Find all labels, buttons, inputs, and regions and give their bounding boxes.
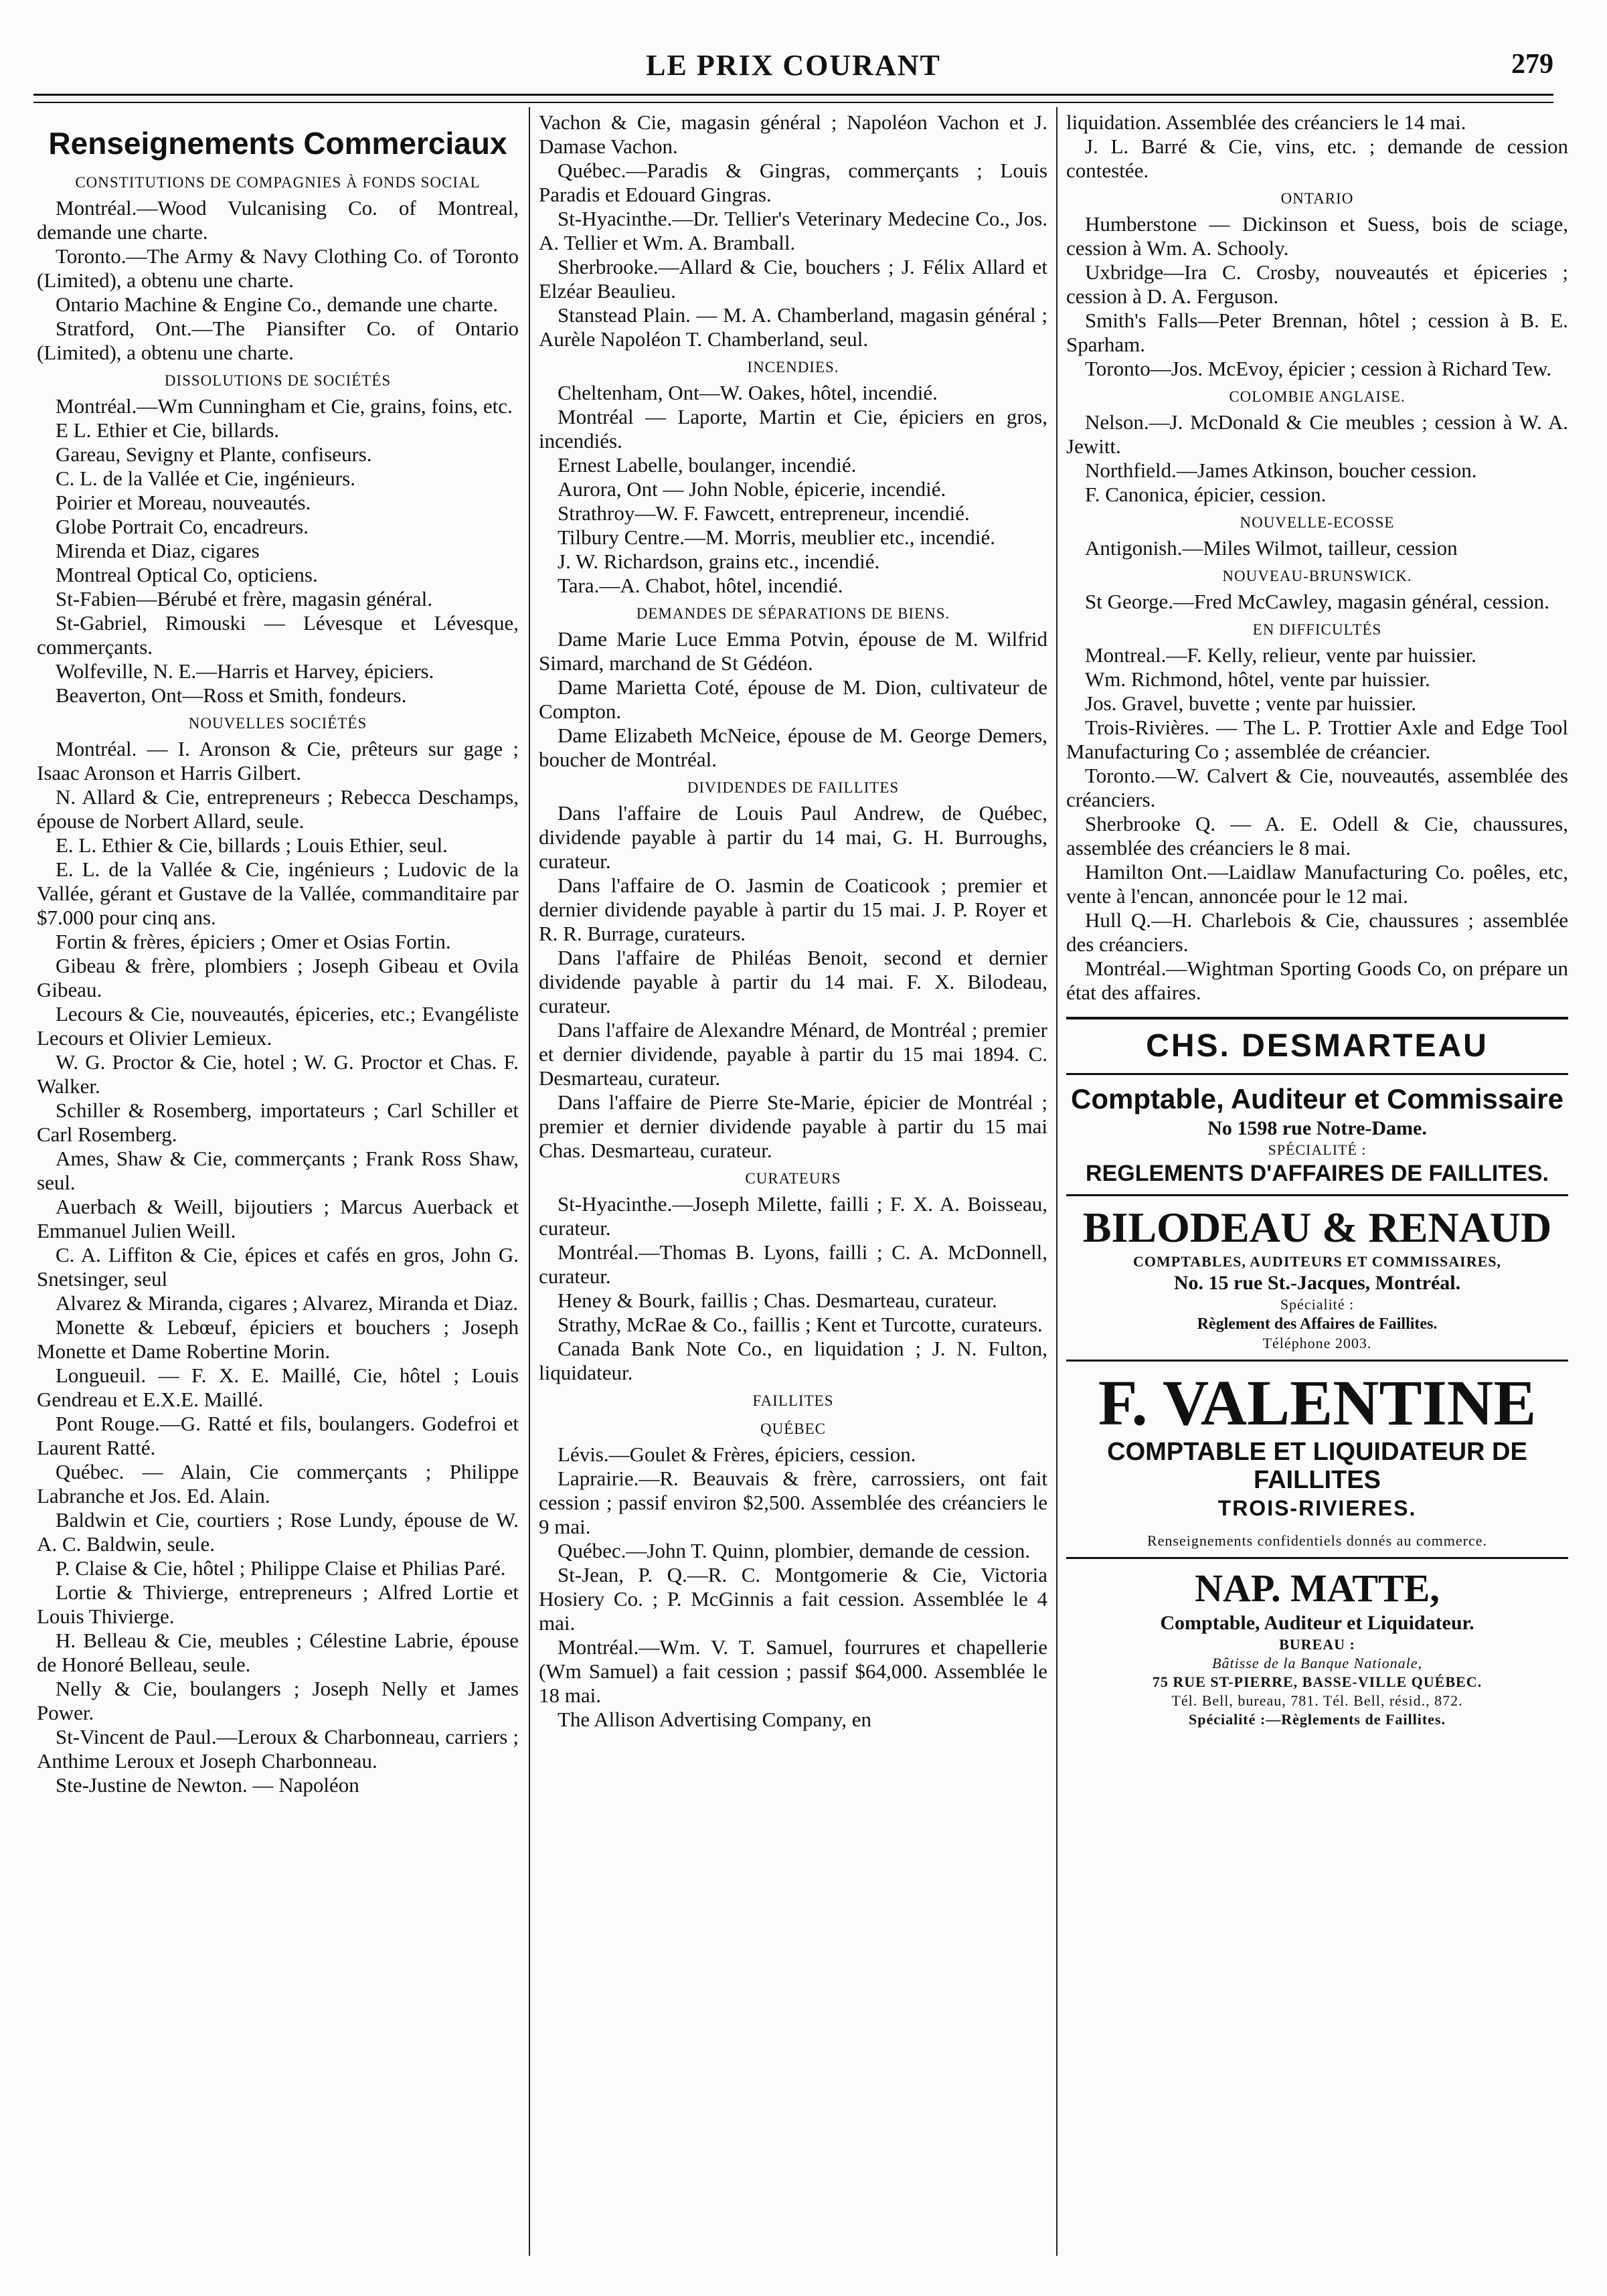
ad-rule xyxy=(1066,1360,1568,1362)
notice: Humberstone — Dickinson et Suess, bois de sciage, cession à Wm. A. Schooly. xyxy=(1066,212,1568,260)
notice: Toronto—Jos. McEvoy, épicier ; cession à Richard Tew. xyxy=(1085,357,1552,380)
header-rule-1 xyxy=(33,94,1553,96)
ad-rule xyxy=(1066,1017,1568,1019)
notice: Ames, Shaw & Cie, commerçants ; Frank Ross Shaw, seul. xyxy=(37,1147,519,1194)
notice: Pont Rouge.—G. Ratté et fils, boulangers. Godefroi et Laurent Ratté. xyxy=(37,1412,519,1459)
notice: Smith's Falls—Peter Brennan, hôtel ; cession à B. E. Sparham. xyxy=(1066,309,1568,356)
notice: St-Fabien—Bérubé et frère, magasin général. xyxy=(56,587,432,610)
ad-bilodeau xyxy=(1066,1203,1568,1353)
notice: Montréal.—Wightman Sporting Goods Co, on prépare un état des affaires. xyxy=(1066,957,1568,1004)
notice: Fortin & frères, épiciers ; Omer et Osias Fortin. xyxy=(56,930,451,953)
ad-phone: Tél. Bell, bureau, 781. Tél. Bell, résid., 872. xyxy=(1171,1692,1463,1709)
notice: P. Claise & Cie, hôtel ; Philippe Claise et Philias Paré. xyxy=(56,1556,506,1580)
notice: Canada Bank Note Co., en liquidation ; J. N. Fulton, liquidateur. xyxy=(539,1337,1047,1384)
column-rule-1 xyxy=(529,107,530,2256)
ad-rule xyxy=(1066,1194,1568,1196)
subhead-ecosse: NOUVELLE-ECOSSE xyxy=(1240,514,1395,531)
notice: Dame Elizabeth McNeice, épouse de M. George Demers, boucher de Montréal. xyxy=(539,724,1047,771)
ad-role: Comptable, Auditeur et Commissaire xyxy=(1071,1083,1563,1115)
notice: Dans l'affaire de Louis Paul Andrew, de Québec, dividende payable à partir du 14 mai, G. H. Burroughs, curateur. xyxy=(539,801,1047,873)
notice: St-Vincent de Paul.—Leroux & Charbonneau, carriers ; Anthime Leroux et Joseph Charbonneau. xyxy=(37,1725,519,1773)
section-title: Renseignements Commerciaux xyxy=(48,126,507,161)
notice: Monette & Lebœuf, épiciers et bouchers ; Joseph Monette et Dame Robertine Morin. xyxy=(37,1315,519,1363)
ad-spec: Spécialité :—Règlements de Faillites. xyxy=(1188,1711,1446,1728)
notice: Longueuil. — F. X. E. Maillé, Cie, hôtel ; Louis Gendreau et E.X.E. Maillé. xyxy=(37,1364,519,1411)
notice: Toronto.—W. Calvert & Cie, nouveautés, assemblée des créanciers. xyxy=(1066,764,1568,811)
ad-role: COMPTABLES, AUDITEURS ET COMMISSAIRES, xyxy=(1132,1253,1501,1270)
subhead-constitutions: CONSTITUTIONS DE COMPAGNIES À FONDS SOCIAL xyxy=(75,174,481,191)
notice: St George.—Fred McCawley, magasin général, cession. xyxy=(1085,590,1549,613)
notice: J. L. Barré & Cie, vins, etc. ; demande de cession contestée. xyxy=(1066,135,1568,182)
notice: The Allison Advertising Company, en xyxy=(558,1708,871,1731)
notice: Montréal.—Wood Vulcanising Co. of Montreal, demande une charte. xyxy=(37,196,519,244)
notice: Auerbach & Weill, bijoutiers ; Marcus Auerback et Emmanuel Julien Weill. xyxy=(37,1195,519,1242)
notice: E. L. Ethier & Cie, billards ; Louis Ethier, seul. xyxy=(56,833,448,857)
column-rule-2 xyxy=(1056,107,1058,2256)
subhead-brunswick: NOUVEAU-BRUNSWICK. xyxy=(1222,568,1412,584)
ad-name: CHS. DESMARTEAU xyxy=(1146,1028,1489,1064)
notice: Dans l'affaire de O. Jasmin de Coaticook ; premier et dernier dividende payable à partir du 15 mai. J. P. Royer et R. R. Burrage, curateurs. xyxy=(539,874,1047,945)
ad-address: 75 RUE ST-PIERRE, BASSE-VILLE QUÉBEC. xyxy=(1152,1673,1483,1690)
notice: Trois-Rivières. — The L. P. Trottier Axle and Edge Tool Manufacturing Co ; assemblée de créancier. xyxy=(1066,716,1568,763)
notice: Dans l'affaire de Pierre Ste-Marie, épicier de Montréal ; premier et dernier dividende payable à partir du 15 mai Chas. Desmarteau, curateur. xyxy=(539,1090,1047,1162)
ad-rule xyxy=(1066,1557,1568,1559)
notice: Tara.—A. Chabot, hôtel, incendié. xyxy=(558,574,843,597)
notice: Cheltenham, Ont—W. Oakes, hôtel, incendié. xyxy=(558,381,938,404)
ad-desmarteau xyxy=(1066,1026,1568,1187)
notice: Lortie & Thivierge, entrepreneurs ; Alfred Lortie et Louis Thivierge. xyxy=(37,1580,519,1628)
subhead-incendies: INCENDIES. xyxy=(747,359,839,376)
ad-spec: Règlement des Affaires de Faillites. xyxy=(1197,1315,1438,1333)
notice: Gibeau & frère, plombiers ; Joseph Gibeau et Ovila Gibeau. xyxy=(37,954,519,1001)
notice: Montréal.—Thomas B. Lyons, failli ; C. A. McDonnell, curateur. xyxy=(539,1240,1047,1288)
ad-spec: REGLEMENTS D'AFFAIRES DE FAILLITES. xyxy=(1086,1161,1549,1186)
ad-address: No. 15 rue St.-Jacques, Montréal. xyxy=(1173,1272,1461,1294)
notice: Ste-Justine de Newton. — Napoléon xyxy=(56,1773,359,1797)
subhead-difficultes: EN DIFFICULTÉS xyxy=(1252,621,1382,638)
notice: Québec.—John T. Quinn, plombier, demande de cession. xyxy=(558,1539,1031,1562)
ad-spec-label: Spécialité : xyxy=(1280,1296,1355,1313)
notice: C. A. Liffiton & Cie, épices et cafés en gros, John G. Snetsinger, seul xyxy=(37,1243,519,1291)
subhead-separations: DEMANDES DE SÉPARATIONS DE BIENS. xyxy=(636,605,950,622)
notice: Dame Marietta Coté, épouse de M. Dion, cultivateur de Compton. xyxy=(539,675,1047,723)
column-2 xyxy=(539,110,1047,2256)
ad-role: Comptable, Auditeur et Liquidateur. xyxy=(1160,1612,1474,1634)
notice: St-Gabriel, Rimouski — Lévesque et Lévesque, commerçants. xyxy=(37,611,519,659)
ad-address: No 1598 rue Notre-Dame. xyxy=(1207,1117,1427,1139)
notice: Montreal Optical Co, opticiens. xyxy=(56,563,318,586)
notice: St-Hyacinthe.—Dr. Tellier's Veterinary Medecine Co., Jos. A. Tellier et Wm. A. Bramball. xyxy=(539,207,1047,254)
notice: Alvarez & Miranda, cigares ; Alvarez, Miranda et Diaz. xyxy=(56,1291,519,1315)
notice: Beaverton, Ont—Ross et Smith, fondeurs. xyxy=(56,683,407,707)
ad-name: NAP. MATTE, xyxy=(1195,1566,1440,1610)
notice: Ernest Labelle, boulanger, incendié. xyxy=(558,453,857,477)
notice: Nelson.—J. McDonald & Cie meubles ; cession à W. A. Jewitt. xyxy=(1066,410,1568,458)
notice: Stratford, Ont.—The Piansifter Co. of Ontario (Limited), a obtenu une charte. xyxy=(37,317,519,364)
notice: Antigonish.—Miles Wilmot, tailleur, cession xyxy=(1085,536,1458,560)
subhead-dissolutions: DISSOLUTIONS DE SOCIÉTÉS xyxy=(164,372,392,389)
page-number: 279 xyxy=(1511,49,1553,80)
notice: Montréal.—Wm. V. T. Samuel, fourrures et chapellerie (Wm Samuel) a fait cession ; passif $64,000. Assemblée le 18 mai. xyxy=(539,1635,1047,1707)
notice: Dans l'affaire de Alexandre Ménard, de Montréal ; premier et dernier dividende, payable à partir du 15 mai 1894. C. Desmarteau, curateur. xyxy=(539,1018,1047,1090)
subhead-nouvelles: NOUVELLES SOCIÉTÉS xyxy=(188,715,367,732)
notice: W. G. Proctor & Cie, hotel ; W. G. Proctor et Chas. F. Walker. xyxy=(37,1050,519,1098)
header-rule-2 xyxy=(33,102,1553,103)
notice: N. Allard & Cie, entrepreneurs ; Rebecca Deschamps, épouse de Norbert Allard, seule. xyxy=(37,785,519,833)
notice: Lecours & Cie, nouveautés, épiceries, etc.; Evangéliste Lecours et Olivier Lemieux. xyxy=(37,1002,519,1050)
ad-role: COMPTABLE ET LIQUIDATEUR DE FAILLITES xyxy=(1107,1438,1527,1494)
notice: Wolfeville, N. E.—Harris et Harvey, épiciers. xyxy=(56,659,434,683)
subhead-colombie: COLOMBIE ANGLAISE. xyxy=(1229,388,1406,405)
notice: Lévis.—Goulet & Frères, épiciers, cession. xyxy=(558,1443,916,1466)
notice: Heney & Bourk, faillis ; Chas. Desmarteau, curateur. xyxy=(558,1289,997,1312)
notice: H. Belleau & Cie, meubles ; Célestine Labrie, épouse de Honoré Belleau, seule. xyxy=(37,1629,519,1676)
notice: Tilbury Centre.—M. Morris, meublier etc., incendié. xyxy=(558,525,996,549)
ad-city: TROIS-RIVIERES. xyxy=(1217,1496,1417,1520)
subhead-dividendes: DIVIDENDES DE FAILLITES xyxy=(687,779,900,796)
notice: Montréal — Laporte, Martin et Cie, épiciers en gros, incendiés. xyxy=(539,405,1047,453)
page-header xyxy=(33,40,1553,87)
notice: Nelly & Cie, boulangers ; Joseph Nelly et James Power. xyxy=(37,1677,519,1724)
notice: Wm. Richmond, hôtel, vente par huissier. xyxy=(1085,667,1430,691)
notice: Gareau, Sevigny et Plante, confiseurs. xyxy=(56,442,372,466)
ad-phone: Téléphone 2003. xyxy=(1262,1335,1372,1351)
notice: Ontario Machine & Engine Co., demande une charte. xyxy=(56,293,499,316)
column-3 xyxy=(1066,110,1568,2256)
subhead-quebec: QUÉBEC xyxy=(760,1420,826,1437)
notice: Québec. — Alain, Cie commerçants ; Philippe Labranche et Jos. Ed. Alain. xyxy=(37,1460,519,1507)
notice: Hull Q.—H. Charlebois & Cie, chaussures ; assemblée des créanciers. xyxy=(1066,908,1568,956)
notice: Hamilton Ont.—Laidlaw Manufacturing Co. poêles, etc, vente à l'encan, annoncée pour le 12 mai. xyxy=(1066,860,1568,908)
notice: liquidation. Assemblée des créanciers le 14 mai. xyxy=(1066,110,1466,134)
notice: Baldwin et Cie, courtiers ; Rose Lundy, épouse de W. A. C. Baldwin, seule. xyxy=(37,1508,519,1556)
notice: Aurora, Ont — John Noble, épicerie, incendié. xyxy=(558,477,946,501)
ad-matte xyxy=(1066,1566,1568,1729)
subhead-faillites: FAILLITES xyxy=(752,1392,834,1409)
column-1 xyxy=(37,110,519,2256)
notice: Québec.—Paradis & Gingras, commerçants ; Louis Paradis et Edouard Gingras. xyxy=(539,159,1047,206)
ad-note: Renseignements confidentiels donnés au commerce. xyxy=(1147,1532,1488,1549)
notice: C. L. de la Vallée et Cie, ingénieurs. xyxy=(56,467,355,490)
notice: E. L. de la Vallée & Cie, ingénieurs ; Ludovic de la Vallée, gérant et Gustave de la Vallée, commanditaire par $7.000 pour cinq ans. xyxy=(37,857,519,929)
notice: St-Jean, P. Q.—R. C. Montgomerie & Cie, Victoria Hosiery Co. ; P. McGinnis a fait cession. Assemblée le 4 mai. xyxy=(539,1563,1047,1635)
notice: E L. Ethier et Cie, billards. xyxy=(56,418,280,442)
ad-bureau-label: BUREAU : xyxy=(1279,1636,1355,1653)
notice: Jos. Gravel, buvette ; vente par huissier. xyxy=(1085,691,1417,715)
subhead-curateurs: CURATEURS xyxy=(745,1170,841,1187)
ad-spec-label: SPÉCIALITÉ : xyxy=(1268,1141,1367,1158)
notice: Toronto.—The Army & Navy Clothing Co. of Toronto (Limited), a obtenu une charte. xyxy=(37,244,519,292)
notice: Sherbrooke Q. — A. E. Odell & Cie, chaussures, assemblée des créanciers le 8 mai. xyxy=(1066,812,1568,859)
notice: Vachon & Cie, magasin général ; Napoléon Vachon et J. Damase Vachon. xyxy=(539,110,1047,158)
notice: Stanstead Plain. — M. A. Chamberland, magasin général ; Aurèle Napoléon T. Chamberland, seul. xyxy=(539,303,1047,351)
notice: St-Hyacinthe.—Joseph Milette, failli ; F. X. A. Boisseau, curateur. xyxy=(539,1192,1047,1240)
notice: J. W. Richardson, grains etc., incendié. xyxy=(558,550,880,573)
notice: Strathroy—W. F. Fawcett, entrepreneur, incendié. xyxy=(558,501,970,525)
ad-valentine xyxy=(1066,1368,1568,1550)
notice: Montreal.—F. Kelly, relieur, vente par huissier. xyxy=(1085,643,1476,667)
notice: Montréal.—Wm Cunningham et Cie, grains, foins, etc. xyxy=(56,394,513,418)
newspaper-title: LE PRIX COURANT xyxy=(646,49,941,82)
ad-building: Bâtisse de la Banque Nationale, xyxy=(1212,1655,1422,1671)
notice: Montréal. — I. Aronson & Cie, prêteurs sur gage ; Isaac Aronson et Harris Gilbert. xyxy=(37,737,519,785)
notice: Mirenda et Diaz, cigares xyxy=(56,539,260,562)
ad-rule xyxy=(1066,1073,1568,1075)
notice: Uxbridge—Ira C. Crosby, nouveautés et épiceries ; cession à D. A. Ferguson. xyxy=(1066,260,1568,308)
ad-name: F. VALENTINE xyxy=(1098,1367,1537,1439)
notice: Dame Marie Luce Emma Potvin, épouse de M. Wilfrid Simard, marchand de St Gédéon. xyxy=(539,627,1047,675)
notice: Sherbrooke.—Allard & Cie, bouchers ; J. Félix Allard et Elzéar Beaulieu. xyxy=(539,255,1047,303)
notice: Poirier et Moreau, nouveautés. xyxy=(56,491,311,514)
subhead-ontario: ONTARIO xyxy=(1280,190,1354,207)
ad-name: BILODEAU & RENAUD xyxy=(1082,1204,1552,1251)
notice: Laprairie.—R. Beauvais & frère, carrossiers, ont fait cession ; passif environ $2,500. Assemblée des créanciers le 9 mai. xyxy=(539,1467,1047,1538)
notice: Strathy, McRae & Co., faillis ; Kent et Turcotte, curateurs. xyxy=(558,1313,1043,1336)
notice: Schiller & Rosemberg, importateurs ; Carl Schiller et Carl Rosemberg. xyxy=(37,1098,519,1146)
notice: Dans l'affaire de Philéas Benoit, second et dernier dividende payable à partir du 14 mai. F. X. Bilodeau, curateur. xyxy=(539,946,1047,1017)
notice: Globe Portrait Co, encadreurs. xyxy=(56,515,309,538)
notice: F. Canonica, épicier, cession. xyxy=(1085,483,1327,506)
notice: Northfield.—James Atkinson, boucher cession. xyxy=(1085,459,1477,482)
